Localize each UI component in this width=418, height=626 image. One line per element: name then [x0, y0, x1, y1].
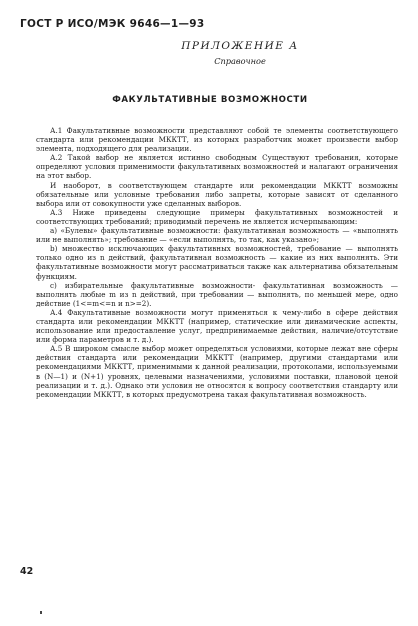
standard-header: ГОСТ Р ИСО/МЭК 9646—1—93: [20, 18, 205, 30]
list-item-a: а) «Булевы» факультативные возможности: факультативная возможность — «выполнять или не выполнять»; требование — «если выполнять, то так, как указано»;: [36, 226, 398, 245]
page-number: 42: [20, 566, 34, 577]
appendix-reference-status: Справочное: [214, 56, 266, 66]
appendix-label: ПРИЛОЖЕНИЕ А: [181, 40, 299, 52]
list-item-c: с) избирательные факультативные возможности- факультативная возможность — выполнять любые m из n действий, при требовании — выполнять, по меньшей мере, одно действие (1<=m<=n и n>=2).: [36, 280, 398, 308]
paragraph-a3: А.3 Ниже приведены следующие примеры факультативных возможностей и соответствующих требований; приводимый перечень не является исчерпывающим:: [36, 207, 398, 226]
paragraph-a1: А.1 Факультативные возможности представляют собой те элементы соответствующего стандарта или рекомендации МККТТ, из которых разработчик может произвести выбор элемента, подходящего для реализации.: [36, 126, 398, 154]
paragraph-a2-continued: И наоборот, в соответствующем стандарте или рекомендации МККТТ возможны обязательные или условные требования либо запреты, которые зависят от сделанного выбора или от совокупности уже сделанных выборов.: [36, 180, 398, 208]
body-text: [36, 126, 398, 399]
paragraph-a5: А.5 В широком смысле выбор может определяться условиями, которые лежат вне сферы действия стандарта или рекомендации МККТТ (например, другими стандартами или рекомендациями МККТТ, применимыми к данной реализации, протоколами, используемыми в (N—1) и (N+1) уровнях, целевыми назначениями, условиями поставки, плановой ценой реализации и т. д.). Однако эти условия не относятся к вопросу соответствия стандарту или рекомендации МККТТ, в которых предусмотрена такая факультативная возможность.: [36, 344, 398, 399]
paragraph-a4: А.4 Факультативные возможности могут применяться к чему-либо в сфере действия стандарта или рекомендации МККТТ (например, статические или динамические аспекты, использование или предоставление услуг, предпринимаемые действия, наличие/отсутствие или форма параметров и т. д.).: [36, 307, 398, 345]
scan-mark: [40, 611, 42, 614]
section-title: ФАКУЛЬТАТИВНЫЕ ВОЗМОЖНОСТИ: [112, 95, 308, 105]
list-item-b: b) множество исключающих факультативных возможностей, требование — выполнять только одно из n действий, факультативная возможность — какие из них выполнять. Эти факультативные возможности могут рассматриваться также как альтернатива обязательным функциям.: [36, 244, 398, 281]
paragraph-a2: А.2 Такой выбор не является истинно свободным Существуют требования, которые определяют условия применимости факультативных возможностей и налагают ограничения на этот выбор.: [36, 153, 398, 181]
